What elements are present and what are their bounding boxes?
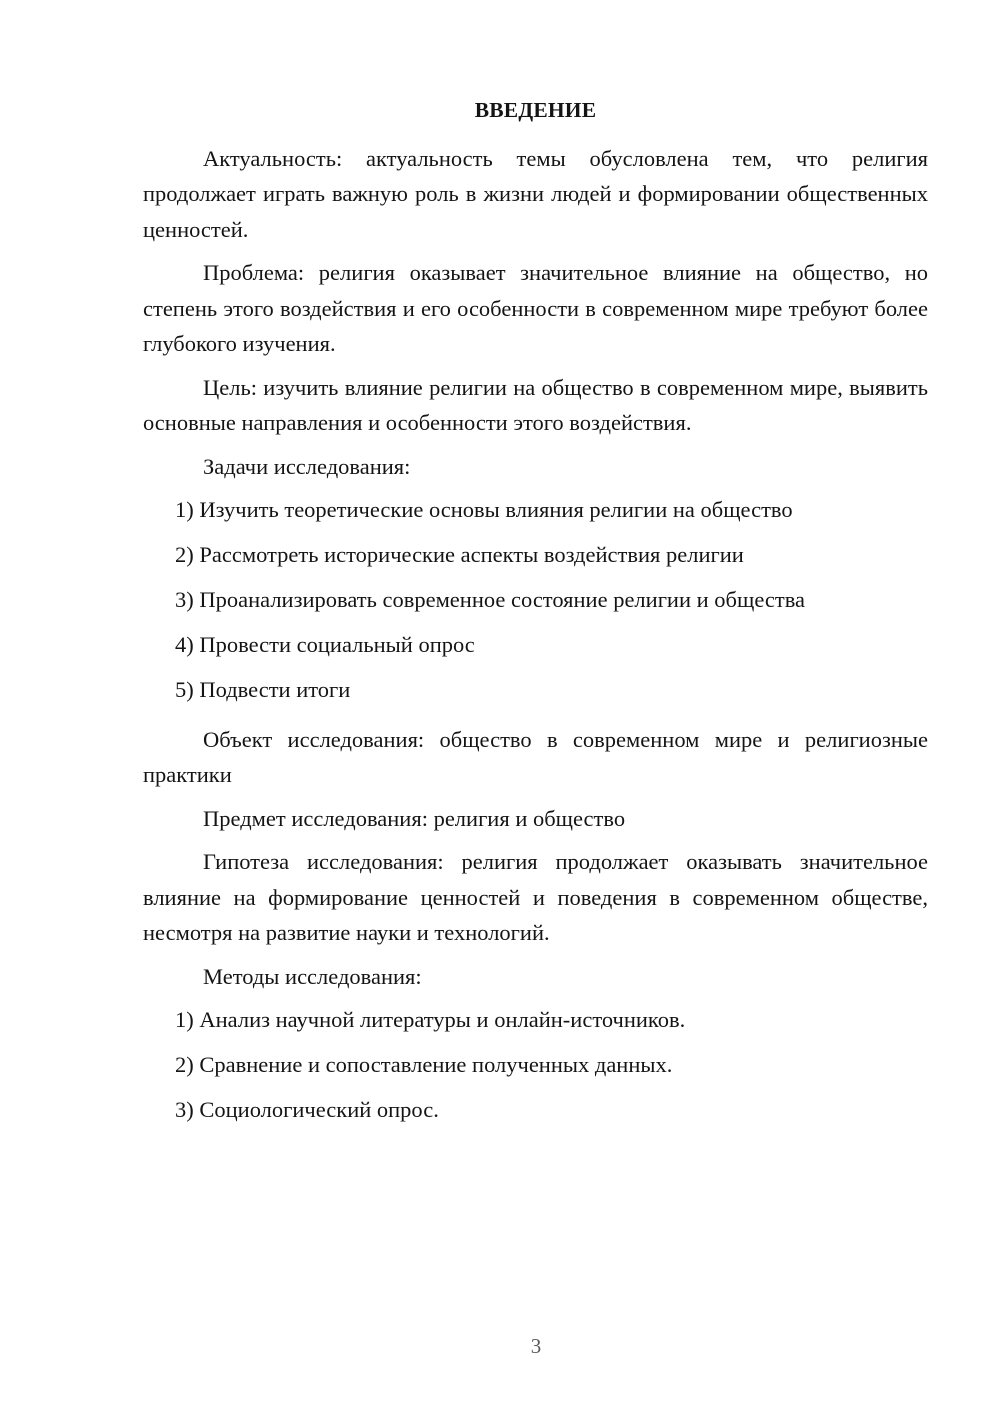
tasks-heading: Задачи исследования: [203,453,411,479]
object-paragraph: Объект исследования: общество в современном мире и религиозные практики [143,726,928,787]
task-item: 5) Подвести итоги [175,677,351,702]
page-number: 3 [530,1334,542,1358]
section-title: ВВЕДЕНИЕ [474,98,597,122]
problem-paragraph: Проблема: религия оказывает значительное влияние на общество, но степень этого воздействия и его особенности в современном мире требуют более глубокого изучения. [143,260,928,356]
task-item: 3) Проанализировать современное состояние религии и общества [175,587,806,612]
hypothesis-paragraph: Гипотеза исследования: религия продолжает оказывать значительное влияние на формирование ценностей и поведения в современном обществе, несмотря на развитие науки и технологий. [143,849,928,945]
task-item: 4) Провести социальный опрос [175,632,475,657]
method-item: 1) Анализ научной литературы и онлайн-источников. [175,1007,686,1032]
goal-paragraph: Цель: изучить влияние религии на общество в современном мире, выявить основные направления и особенности этого воздействия. [143,374,928,435]
task-item: 2) Рассмотреть исторические аспекты воздействия религии [175,542,744,567]
document-body [143,93,928,1142]
methods-list [143,1002,928,1128]
task-item: 1) Изучить теоретические основы влияния религии на общество [175,497,793,522]
tasks-list [143,492,928,708]
method-item: 3) Социологический опрос. [175,1097,439,1122]
subject-paragraph: Предмет исследования: религия и общество [203,805,626,831]
method-item: 2) Сравнение и сопоставление полученных данных. [175,1052,673,1077]
relevance-paragraph: Актуальность: актуальность темы обусловлена тем, что религия продолжает играть важную роль в жизни людей и формировании общественных ценностей. [143,145,928,242]
methods-heading: Методы исследования: [203,963,422,989]
